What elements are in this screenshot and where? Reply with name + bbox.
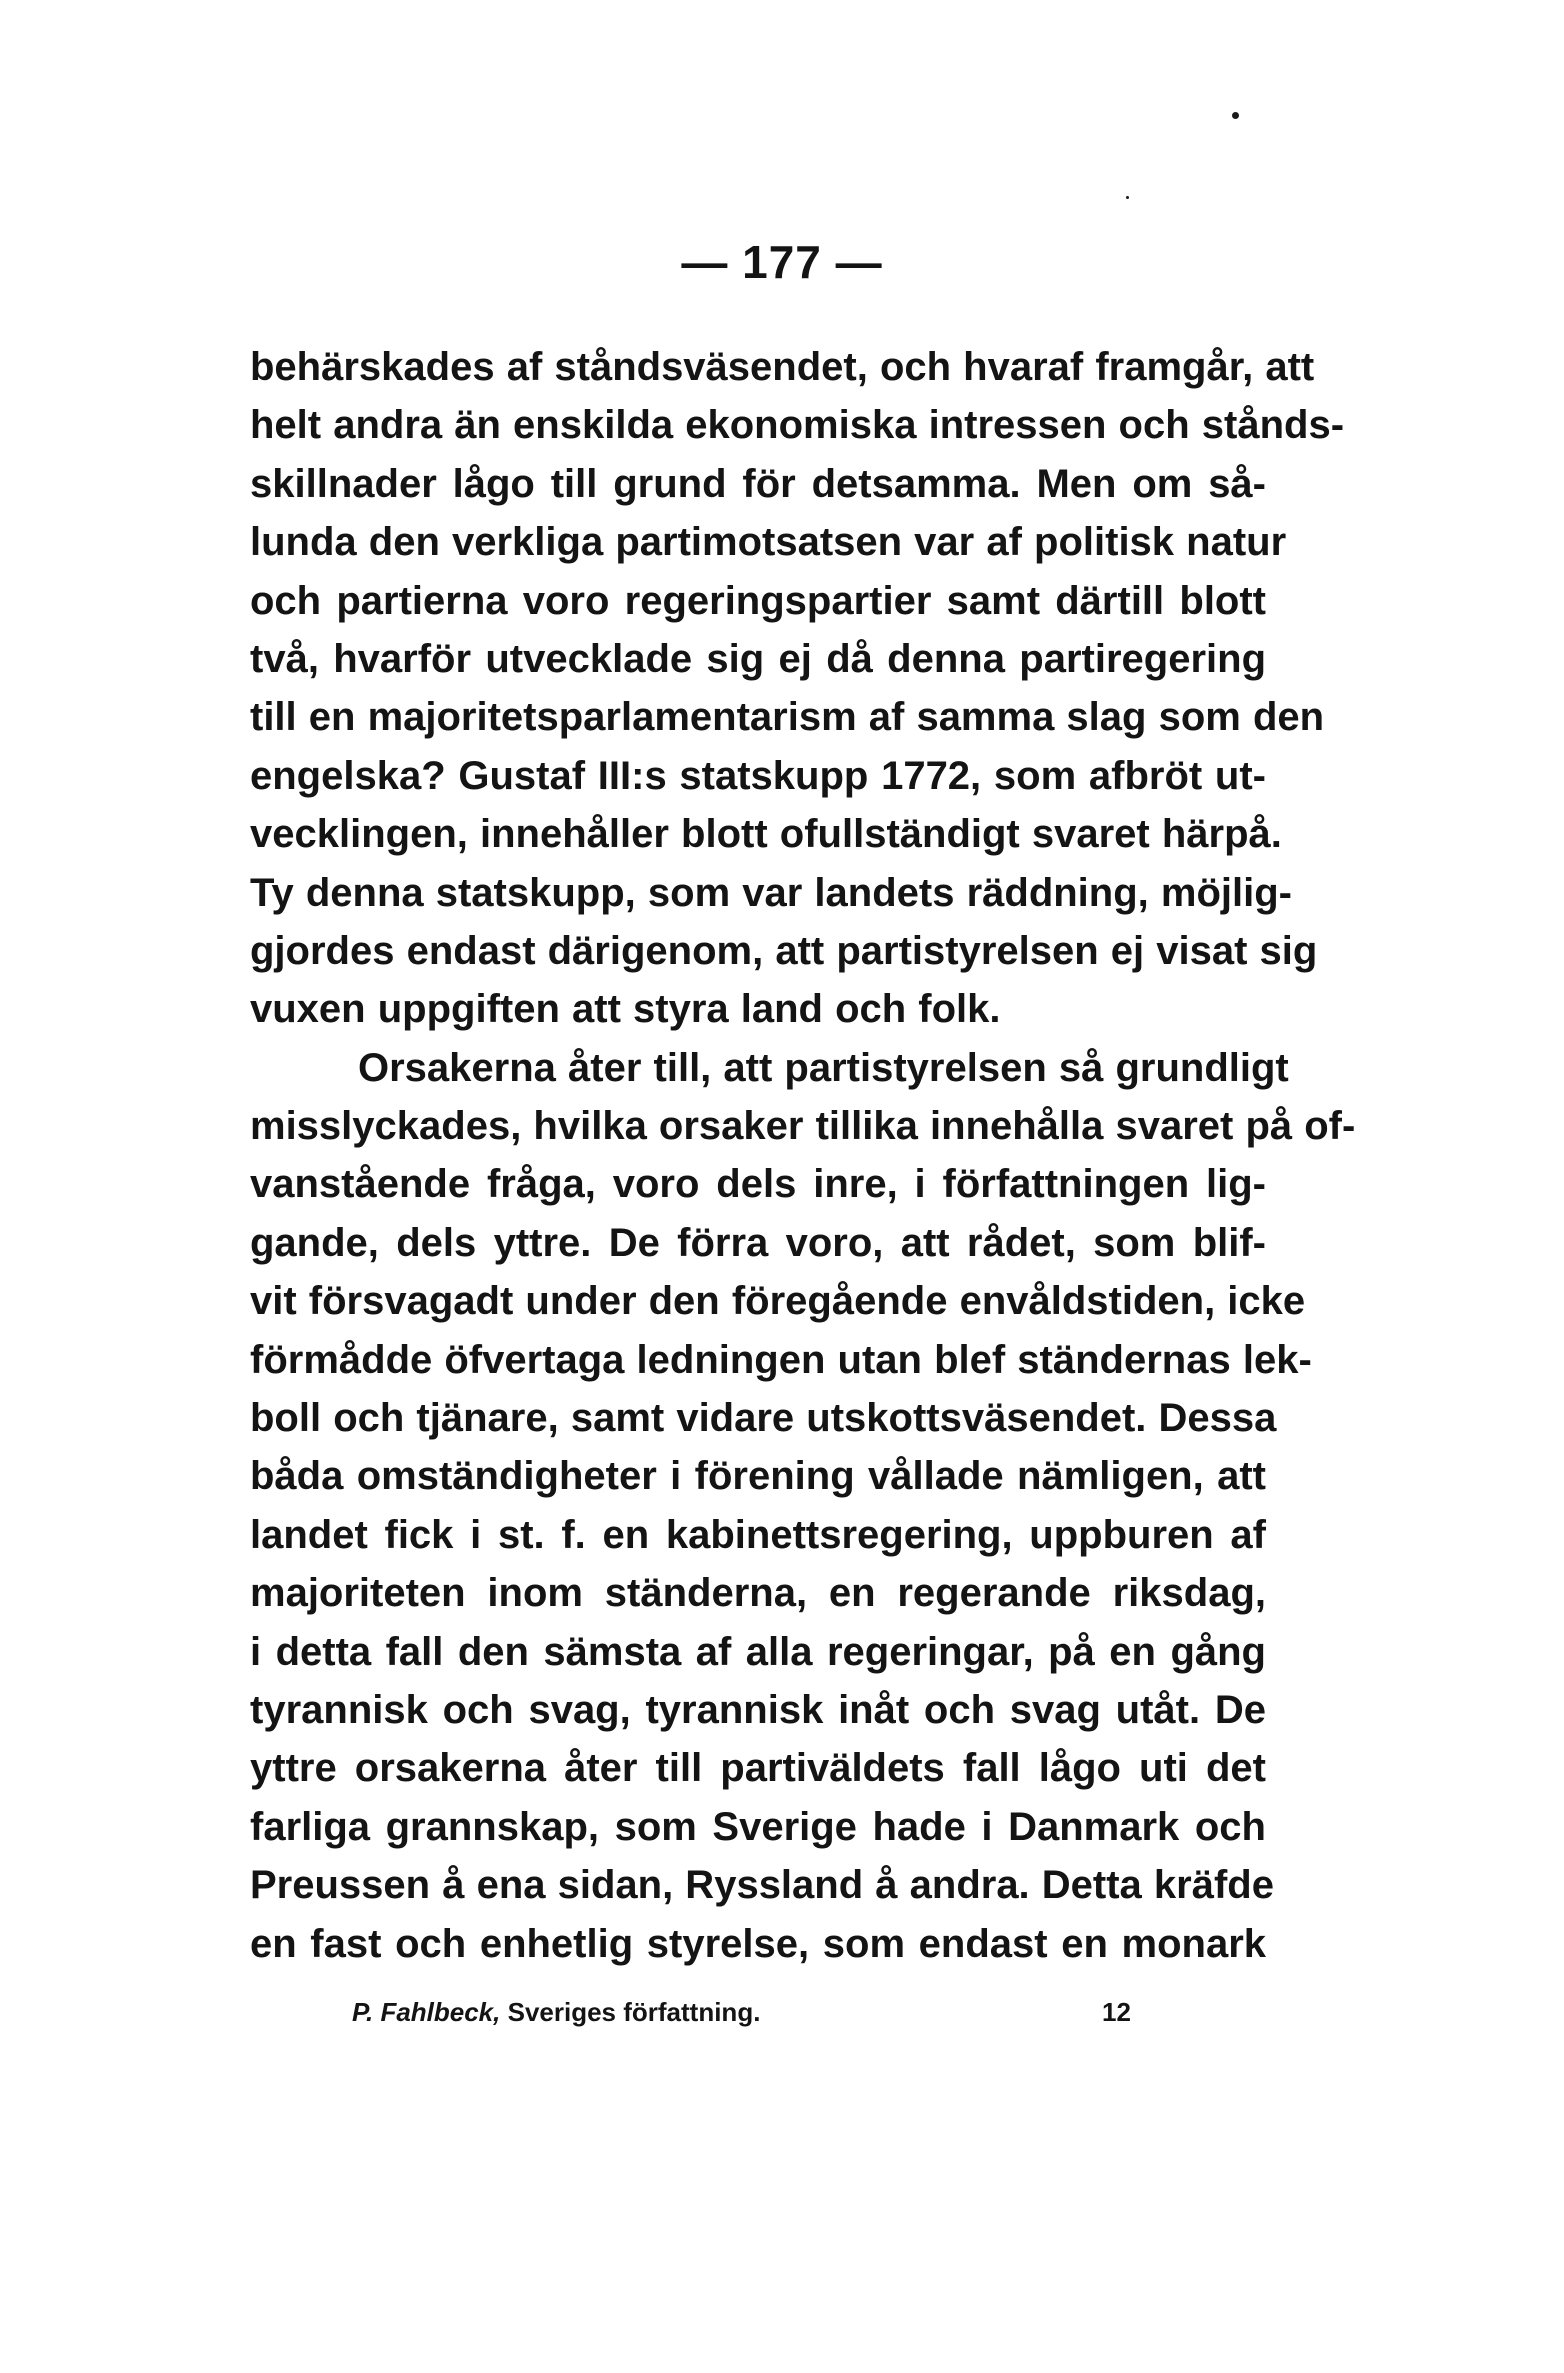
text-line: behärskades af ståndsväsendet, och hvaraf framgår, att (250, 345, 1315, 389)
text-line: vecklingen, innehåller blott ofullständigt svaret härpå. (250, 812, 1282, 857)
text-line: skillnader lågo till grund för detsamma. Men om så- (250, 461, 1266, 506)
text-line: yttre orsakerna åter till partiväldets fall lågo uti det (250, 1746, 1266, 1791)
text-line: i detta fall den sämsta af alla regeringar, på en gång (250, 1629, 1266, 1674)
text-line: misslyckades, hvilka orsaker tillika innehålla svaret på of- (250, 1104, 1356, 1149)
text-line: helt andra än enskilda ekonomiska intressen och stånds- (250, 403, 1345, 448)
text-line: boll och tjänare, samt vidare utskottsväsendet. Dessa (250, 1396, 1277, 1441)
paragraph (250, 1039, 1356, 1973)
text-line: vuxen uppgiften att styra land och folk. (250, 987, 1001, 1032)
text-line: gande, dels yttre. De förra voro, att rådet, som blif- (250, 1220, 1266, 1265)
text-line: majoriteten inom ständerna, en regerande riksdag, (250, 1571, 1266, 1616)
page-number: — 177 — (681, 236, 883, 288)
text-line: båda omständigheter i förening vållade nämligen, att (250, 1454, 1266, 1499)
body-text (250, 338, 1356, 1973)
signature-line (352, 1997, 1152, 2037)
signature-author: P. Fahlbeck, (352, 1997, 501, 2027)
text-line: förmådde öfvertaga ledningen utan blef ständernas lek- (250, 1337, 1312, 1382)
ink-speck (1232, 112, 1239, 119)
signature-sheet-number: 12 (1102, 1997, 1131, 2027)
text-line: vit försvagadt under den föregående envåldstiden, icke (250, 1279, 1306, 1324)
text-line: en fast och enhetlig styrelse, som endast en monark (250, 1921, 1266, 1966)
text-line: vanstående fråga, voro dels inre, i författningen lig- (250, 1162, 1266, 1207)
text-line: engelska? Gustaf III:s statskupp 1772, som afbröt ut- (250, 753, 1266, 798)
text-line: tyrannisk och svag, tyrannisk inåt och svag utåt. De (250, 1687, 1266, 1732)
text-line: landet fick i st. f. en kabinettsregering, uppburen af (250, 1512, 1266, 1557)
text-line: till en majoritetsparlamentarism af samma slag som den (250, 695, 1325, 740)
text-line: Ty denna statskupp, som var landets räddning, möjlig- (250, 870, 1292, 915)
paragraph (250, 338, 1345, 1039)
text-line: Preussen å ena sidan, Ryssland å andra. Detta kräfde (250, 1863, 1274, 1908)
text-line: Orsakerna åter till, att partistyrelsen så grundligt (358, 1045, 1289, 1090)
signature-title: Sveriges författning. (507, 1997, 761, 2027)
text-line: och partierna voro regeringspartier samt därtill blott (250, 578, 1266, 623)
text-line: två, hvarför utvecklade sig ej då denna partiregering (250, 636, 1266, 681)
text-line: farliga grannskap, som Sverige hade i Danmark och (250, 1804, 1266, 1849)
text-line: lunda den verkliga partimotsatsen var af politisk natur (250, 520, 1287, 565)
ink-speck (1126, 196, 1129, 199)
text-line: gjordes endast därigenom, att partistyrelsen ej visat sig (250, 928, 1318, 973)
